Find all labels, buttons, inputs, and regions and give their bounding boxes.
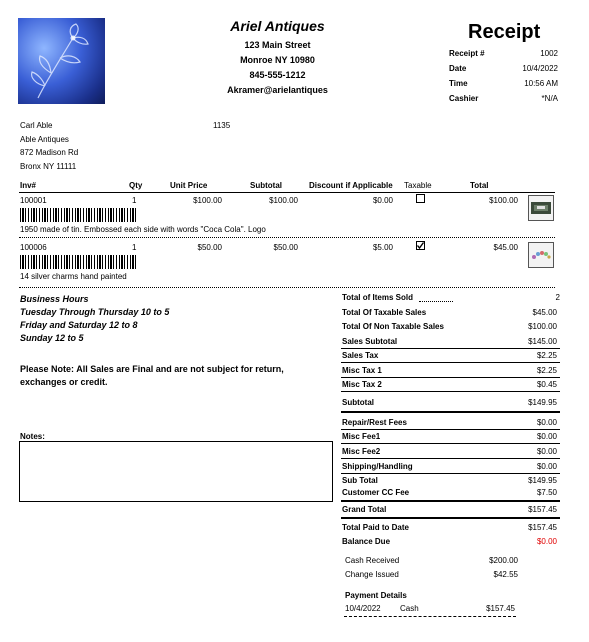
item-unit-price: $50.00 [197,243,222,252]
grand-total-label: Grand Total [342,505,387,514]
checkmark-icon [416,241,425,250]
customer-company: Able Antiques [20,135,69,144]
cash-received-label: Cash Received [345,556,400,565]
store-phone: 845-555-1212 [249,70,306,80]
payment-date: 10/4/2022 [345,604,381,613]
payment-divider [344,616,516,617]
payment-amount: $157.45 [486,604,515,613]
date-label: Date [449,64,467,73]
change-issued-label: Change Issued [345,570,399,579]
sales-subtotal-label: Sales Subtotal [342,337,398,346]
charm-bracelet-image-icon [529,243,553,267]
col-qty: Qty [129,181,143,190]
item-total: $100.00 [489,196,518,205]
date-value: 10/4/2022 [522,64,558,73]
sub-total-value: $149.95 [528,476,557,485]
divider [341,348,560,349]
item-discount: $0.00 [372,196,393,205]
col-discount: Discount if Applicable [309,181,393,190]
store-email: Akramer@arielantiques [227,85,328,95]
grand-total-value: $157.45 [528,505,557,514]
repair-fees-label: Repair/Rest Fees [342,418,407,427]
sales-tax-value: $2.25 [536,351,557,360]
row-divider [19,237,555,238]
payment-method: Cash [400,604,419,613]
store-logo [18,18,105,104]
row-divider [19,287,555,288]
item-qty: 1 [132,243,137,252]
hours-line-2: Friday and Saturday 12 to 8 [20,320,138,330]
customer-address: 872 Madison Rd [20,148,79,157]
taxable-checkbox[interactable] [416,241,425,250]
misc-fee-2-label: Misc Fee2 [342,447,381,456]
divider [341,377,560,378]
item-discount: $5.00 [372,243,393,252]
hours-line-1: Tuesday Through Thursday 10 to 5 [20,307,170,317]
receipt-number-label: Receipt # [449,49,485,58]
shipping-label: Shipping/Handling [342,462,413,471]
item-qty: 1 [132,196,137,205]
col-inv: Inv# [20,181,37,190]
shipping-value: $0.00 [536,462,557,471]
store-name: Ariel Antiques [230,18,325,34]
divider [341,500,560,502]
change-issued-value: $42.55 [493,570,518,579]
time-label: Time [449,79,468,88]
item-thumbnail [528,242,554,268]
receipt-title: Receipt [468,21,541,43]
balance-due-label: Balance Due [342,537,391,546]
taxable-sales-value: $45.00 [532,308,557,317]
payment-details-label: Payment Details [345,591,407,600]
balance-due-value: $0.00 [536,537,557,546]
notes-box[interactable] [19,441,333,502]
subtotal-value: $149.95 [528,398,557,407]
taxable-sales-label: Total Of Taxable Sales [342,308,427,317]
divider [341,458,560,459]
item-thumbnail [528,195,554,221]
cashier-value: *N/A [541,94,558,103]
hours-line-3: Sunday 12 to 5 [20,333,84,343]
misc-tax-2-label: Misc Tax 2 [342,380,382,389]
col-subtotal: Subtotal [250,181,282,190]
items-sold-value: 2 [555,293,560,302]
col-unit-price: Unit Price [170,181,208,190]
item-unit-price: $100.00 [193,196,222,205]
cc-fee-label: Customer CC Fee [342,488,410,497]
misc-fee-1-label: Misc Fee1 [342,432,381,441]
col-total: Total [470,181,489,190]
leader-dots [419,301,453,302]
store-street: 123 Main Street [244,40,311,50]
receipt-number-value: 1002 [540,49,558,58]
flower-logo-icon [18,18,105,104]
header-divider [19,192,555,193]
misc-tax-1-value: $2.25 [536,366,557,375]
misc-tax-1-label: Misc Tax 1 [342,366,382,375]
item-subtotal: $100.00 [269,196,298,205]
store-city: Monroe NY 10980 [240,55,315,65]
item-inv: 100001 [20,196,47,205]
cashier-label: Cashier [449,94,479,103]
subtotal-label: Subtotal [342,398,374,407]
item-description: 1950 made of tin. Embossed each side with words "Coca Cola". Logo [20,225,266,234]
customer-name: Carl Able [20,121,53,130]
divider [341,411,560,413]
customer-id: 1135 [213,121,231,130]
sales-tax-label: Sales Tax [342,351,379,360]
item-barcode [20,208,138,222]
divider [341,517,560,519]
item-subtotal: $50.00 [273,243,298,252]
sales-subtotal-value: $145.00 [528,337,557,346]
divider [341,473,560,474]
hours-title: Business Hours [20,294,89,304]
items-sold-label: Total of Items Sold [342,293,413,302]
paid-to-date-value: $157.45 [528,523,557,532]
divider [341,429,560,430]
notes-label: Notes: [20,432,45,441]
item-total: $45.00 [493,243,518,252]
policy-note-line-2: exchanges or credit. [20,377,108,387]
item-inv: 100006 [20,243,47,252]
item-barcode [20,255,138,269]
misc-tax-2-value: $0.45 [536,380,557,389]
taxable-checkbox[interactable] [416,194,425,203]
time-value: 10:56 AM [524,79,558,88]
misc-fee-1-value: $0.00 [536,432,557,441]
cc-fee-value: $7.50 [536,488,557,497]
customer-city: Bronx NY 11111 [20,162,77,171]
divider [341,362,560,363]
col-taxable: Taxable [404,181,432,190]
divider [341,443,560,444]
item-description: 14 silver charms hand painted [20,272,127,281]
non-taxable-sales-label: Total Of Non Taxable Sales [342,322,444,331]
policy-note-line-1: Please Note: All Sales are Final and are not subject for return, [20,364,284,374]
repair-fees-value: $0.00 [536,418,557,427]
cash-received-value: $200.00 [489,556,518,565]
paid-to-date-label: Total Paid to Date [342,523,409,532]
coca-cola-tray-image-icon [529,196,553,220]
misc-fee-2-value: $0.00 [536,447,557,456]
non-taxable-sales-value: $100.00 [528,322,557,331]
sub-total-label: Sub Total [342,476,378,485]
divider [341,391,560,392]
